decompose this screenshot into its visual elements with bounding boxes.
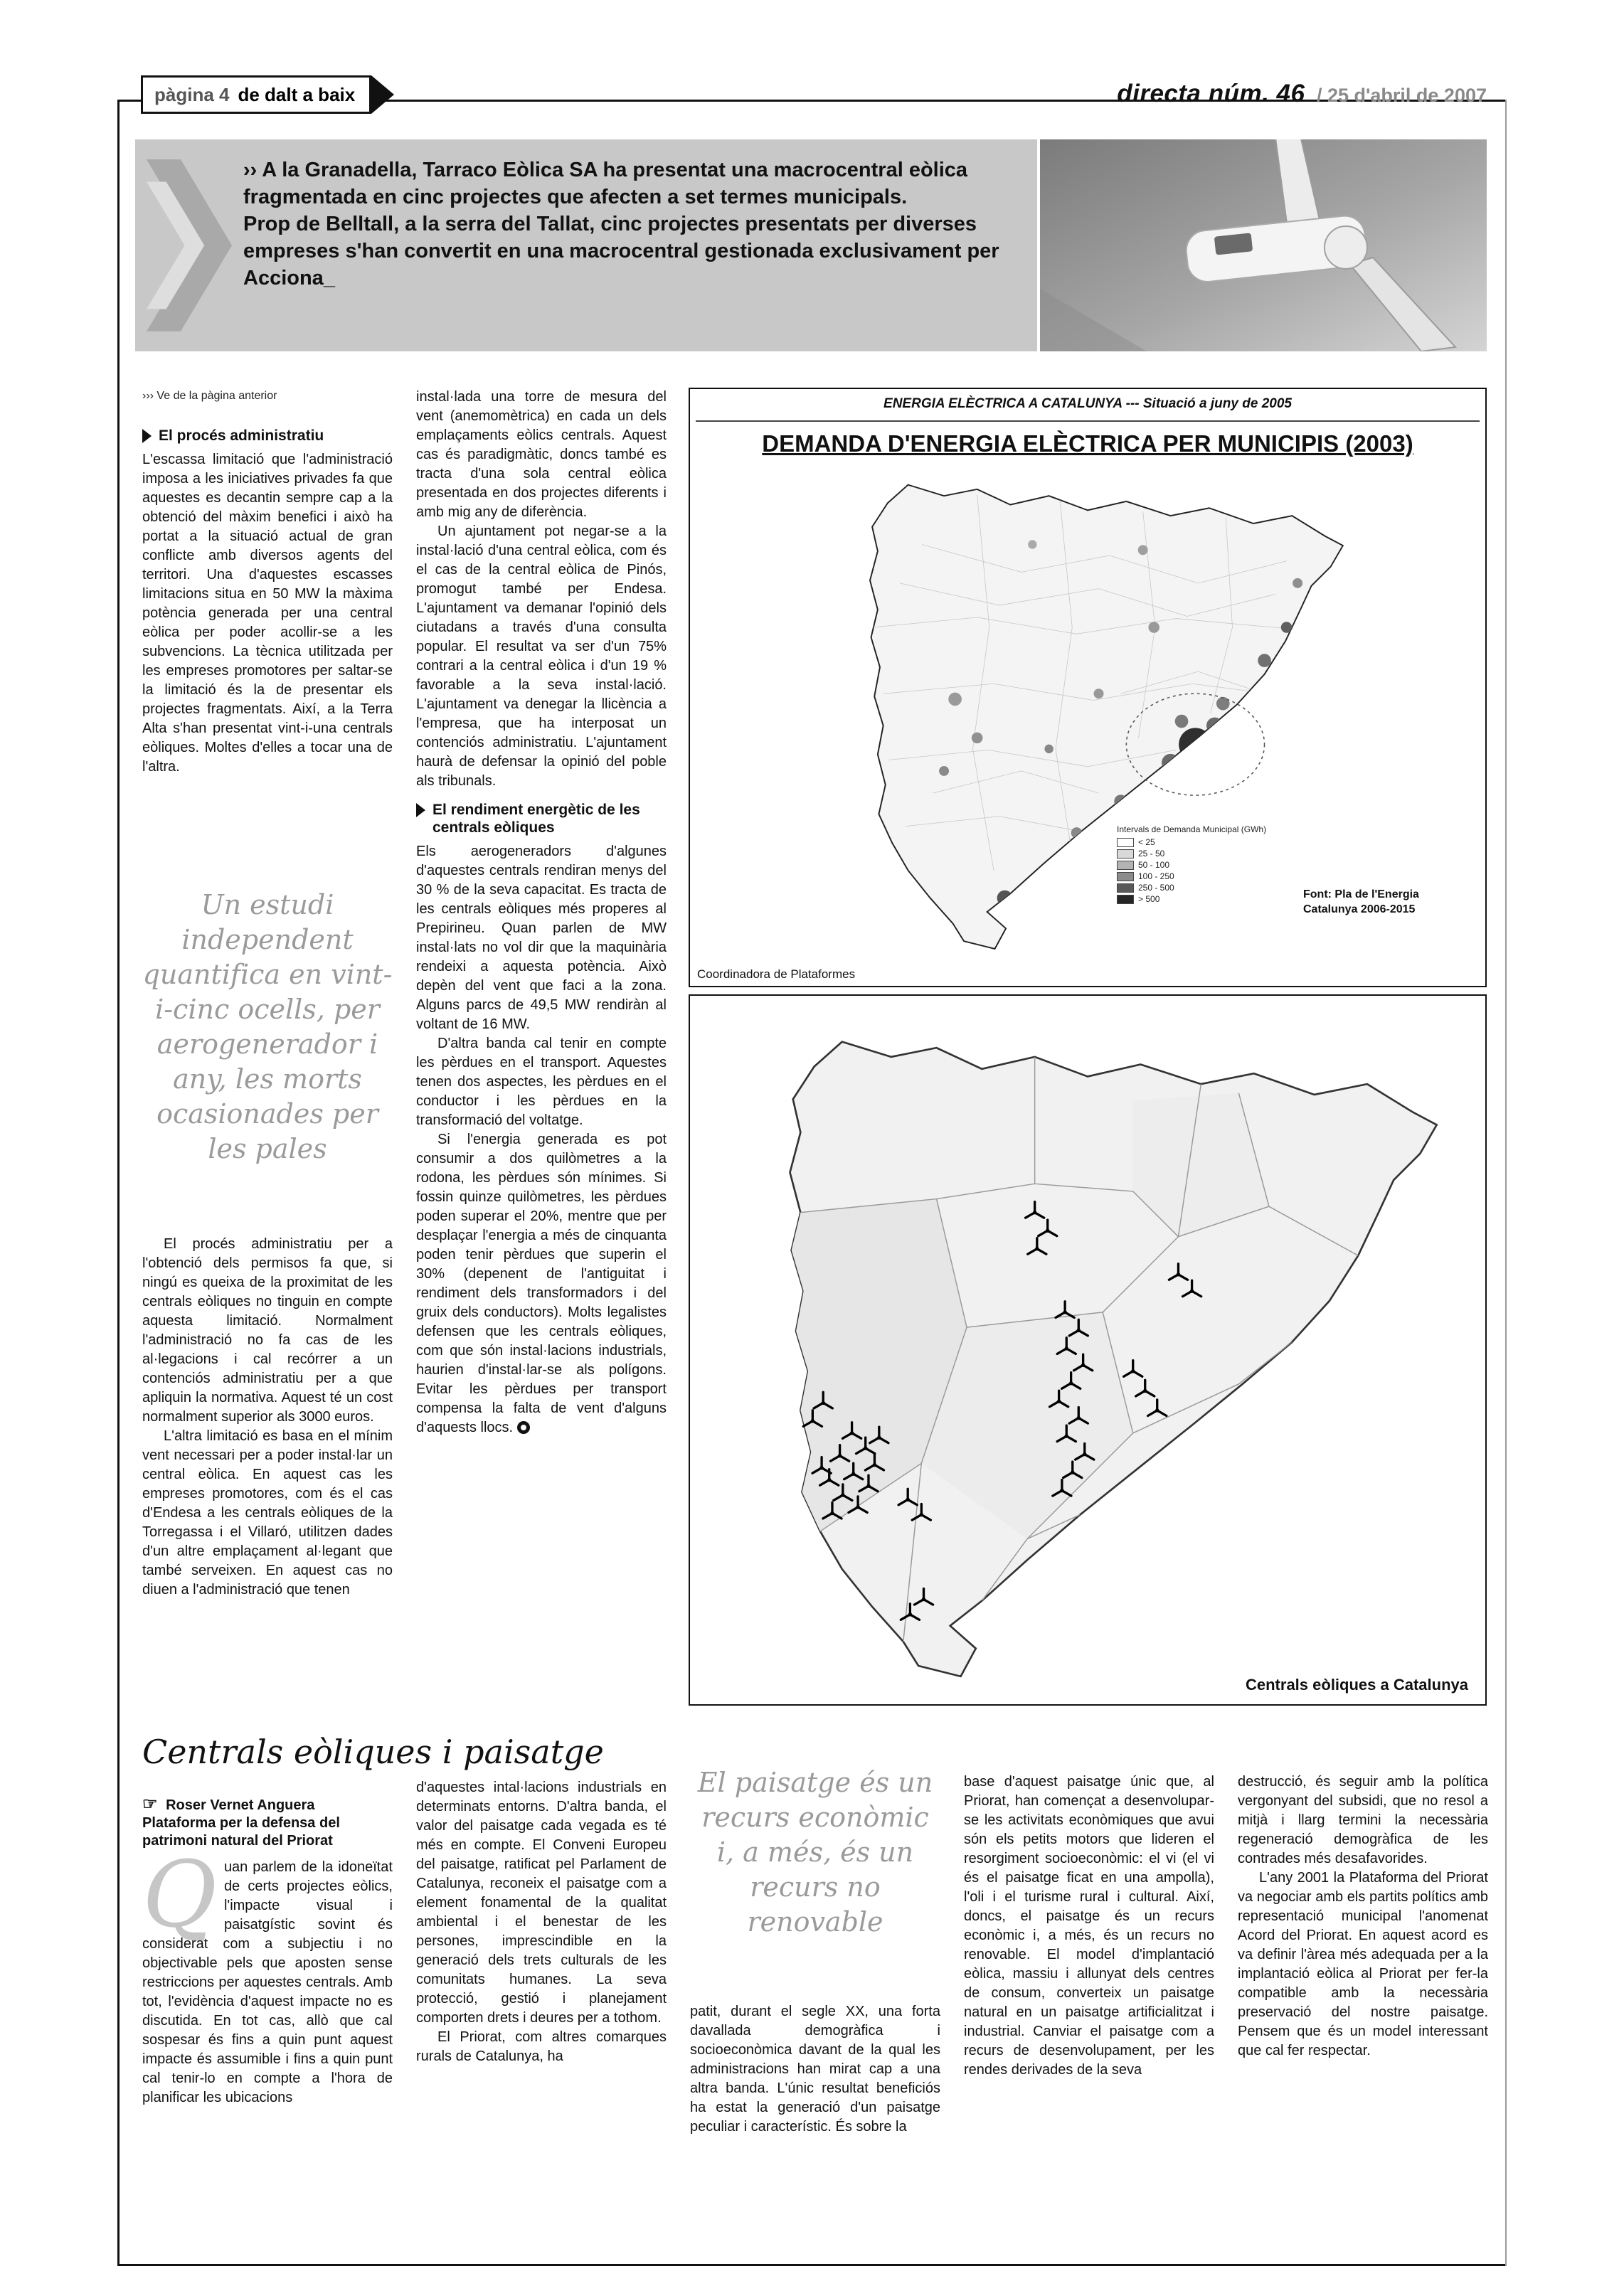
masthead-title: directa núm. 46 [1117, 80, 1305, 107]
catalonia-windfarms-map [701, 1010, 1475, 1690]
lead-text [243, 156, 1026, 292]
body-paragraph-text: uan parlem de la idoneïtat de certs projectes eòlics, l'impacte visual i paisatgístic sovint és considerat com a subjectiu i no objectivable pels que aposten sense restriccions per aquestes centrals. Amb tot, l'evidència d'aquest impacte no es discutida. En tot cas, allò que cal sospesar és fins a quin punt aquest impacte és assumible i fins a quin punt cal tenir-lo en compte a l'hora de planificar les ubicacions [142, 1859, 393, 2105]
lead-summary-box [135, 139, 1037, 351]
legend-swatch [1117, 872, 1134, 881]
byline-author: Roser Vernet Anguera [166, 1797, 315, 1813]
body-paragraph: base d'aquest paisatge únic que, al Priorat, han començat a desenvolupar-se les activitats econòmiques que avui són els petits motors que lideren el resorgiment socioeconòmic: el vi (el vi és el paisatge ficat en una ampolla), l'oli i el turisme rural i cultural. Així, doncs, el paisatge és un recurs econòmic i, a més, és un recurs no renovable. El model d'implantació eòlica, massiu i allunyat dels centres de consum, converteix un paisatge natural en un paisatge artificialitzat i industrial. Canviar el paisatge com a recurs de desenvolupament, per les rendes derivades de la seva [964, 1774, 1214, 2078]
pull-quote-2: El paisatge és un recurs econòmic i, a més, és un recurs no renovable [697, 1767, 933, 1938]
right-wedge-icon [371, 75, 394, 114]
feature-column-3 [690, 2002, 940, 2137]
byline-organisation: Plataforma per la defensa del patrimoni natural del Priorat [142, 1815, 340, 1849]
feature-column-2 [416, 1778, 667, 2066]
masthead [1117, 80, 1487, 108]
wind-turbine-photo [1040, 139, 1487, 351]
bottom-rule [117, 2264, 1507, 2266]
right-triangle-icon [142, 429, 152, 443]
left-rule [117, 100, 120, 2266]
source-line: Catalunya 2006-2015 [1303, 903, 1416, 915]
lead-paragraph: Prop de Belltall, a la serra del Tallat, cinc projectes presentats per diverses empreses s'han convertit en una macrocentral gestionada exclusivament per Acciona_ [243, 213, 999, 289]
catalonia-demand-map [701, 462, 1475, 959]
legend-swatch [1117, 861, 1134, 870]
legend-items [1117, 837, 1273, 904]
article-column-1b [142, 1235, 393, 1600]
article-column-2 [416, 388, 667, 1437]
kicker-rule [696, 420, 1480, 422]
map-source [1303, 887, 1419, 917]
legend-label: 100 - 250 [1138, 871, 1174, 881]
body-paragraph: Els aerogeneradors d'algunes d'aquestes centrals rendiran menys del 30 % de la seva capacitat. Es tracta de les centrals eòliques més properes al Prepirineu. Quan parlen de MW instal·lats no vol dir que la maquinària rendeixi a aquesta potència. Això depèn del vent que faci a la zona. Alguns parcs de 49,5 MW rendiràn al voltant de 16 MW. [416, 844, 667, 1032]
legend-swatch [1117, 838, 1134, 847]
section-heading-1 [142, 427, 393, 445]
body-paragraph: D'altra banda cal tenir en compte les pèrdues en el transport. Aquestes tenen dos aspectes, les pèrdues en el conductor i les pèrdues en la transformació del voltatge. [416, 1036, 667, 1128]
legend-swatch [1117, 849, 1134, 859]
body-paragraph: L'escassa limitació que l'administració imposa a les iniciatives privades fa que aquestes es decantin sempre cap a la obtenció del màxim benefici i això ha portat a la situació actual de gran conflicte amb diversos agents del territori. Una d'aquestes escasses limitacions situa en 50 MW la màxima potència generada per una central eòlica per poder acollir-se a les subvencions. La tècnica utilitzada per les empreses promotores per saltar-se la limitació és la de presentar els projectes fragmentats. Així, a la Terra Alta s'han presentat vint-i-una centrals eòliques. Moltes d'elles a tocar una de l'altra. [142, 452, 393, 775]
body-paragraph: patit, durant el segle XX, una forta davallada demogràfica i socioeconòmica davant de la qual les administracions han mirat cap a una altra banda. L'únic resultat beneficiós ha estat la generació d'un paisatge peculiar i característic. És sobre la [690, 2004, 940, 2135]
wind-farms-map-box [689, 994, 1487, 1706]
body-paragraph: destrucció, és seguir amb la política vergonyant del subsidi, que no resol a mitjà i llarg termini la necessària regeneració demogràfica de les contrades més desafavorides. [1238, 1774, 1488, 1866]
body-paragraph-text: Si l'energia generada es pot consumir a dos quilòmetres a la rodona, les pèrdues són mínimes. Si fossin quinze quilòmetres, les pèrdues poden superar el 20%, mentre que per desplaçar l'energia a més de cinquanta poden tenir pèrdues que superin el 30% (depenent de l'antiguitat i rendiment dels transformadors i del gruix dels conductors). Molts legalistes defensen que les centrals eòliques, com que són instal·lacions industrials, haurien d'instal·lar-se als polígons. Evitar les pèrdues per transport compensa la falta de vent d'alguns d'aquests llocs. [416, 1132, 667, 1435]
right-rule [1505, 100, 1507, 2266]
body-paragraph: El Priorat, com altres comarques rurals de Catalunya, ha [416, 2029, 667, 2064]
legend-item [1117, 871, 1273, 881]
feature-column-4 [964, 1773, 1214, 2080]
legend-item [1117, 849, 1273, 859]
continuation-note: ››› Ve de la pàgina anterior [142, 390, 277, 402]
lead-paragraph: ›› A la Granadella, Tarraco Eòlica SA ha presentat una macrocentral eòlica fragmentada en cinc projectes que afecten a set termes municipals. [243, 159, 968, 208]
writing-hand-icon: ☞ [142, 1795, 158, 1814]
body-paragraph: L'altra limitació es basa en el mínim vent necessari per a poder instal·lar un central eòlica. En aquest cas les empreses promotores, com és el cas d'Endesa a les centrals eòliques de la Torregassa i el Villaró, utilitzen dades d'un altre emplaçament al·legant que també serveixen. En aquest cas no diuen a l'administració que tenen [142, 1428, 393, 1598]
issue-date: / 25 d'abril de 2007 [1316, 85, 1487, 106]
body-paragraph [416, 1130, 667, 1437]
legend-label: > 500 [1138, 894, 1160, 904]
body-paragraph [142, 1842, 393, 2108]
map-caption: Centrals eòliques a Catalunya [1246, 1676, 1468, 1694]
pull-quote-1: Un estudi independent quantifica en vint-i-cinc ocells, per aerogenerador i any, les morts ocasionades per les pales [142, 889, 393, 1164]
legend-swatch [1117, 895, 1134, 904]
body-paragraph: L'any 2001 la Plataforma del Priorat va negociar amb els partits polítics amb representació municipal l'anomenat Acord del Priorat. En aquest acord es va definir l'àrea més adequada per a la implantació eòlica al Priorat per fer-la compatible amb la necessària preservació del nostre paisatge. Pensem que és un model interessant que cal fer respectar. [1238, 1870, 1488, 2058]
legend-item [1117, 894, 1273, 904]
demand-legend [1117, 824, 1273, 905]
circled-dot-icon [517, 1421, 530, 1434]
right-triangle-icon [416, 803, 425, 817]
body-paragraph: El procés administratiu per a l'obtenció dels permisos fa que, si ningú es queixa de la proximitat de les centrals eòliques no tinguin en compte aquesta limitació. Normalment l'administració no fa cas de les al·legacions i cal recórrer a un contenciós administratiu per a que apliquin la normativa. Aquest té un cost normalment superior als 3000 euros. [142, 1236, 393, 1425]
legend-swatch [1117, 883, 1134, 893]
page-number-label: pàgina 4 [154, 83, 230, 105]
legend-item [1117, 837, 1273, 847]
map-credit: Coordinadora de Plataformes [697, 967, 856, 981]
map-kicker: ENERGIA ELÈCTRICA A CATALUNYA --- Situació a juny de 2005 [883, 396, 1292, 411]
legend-title: Intervals de Demanda Municipal (GWh) [1117, 824, 1267, 834]
page-tab [141, 75, 394, 114]
section-heading-2 [416, 801, 667, 836]
map-title: DEMANDA D'ENERGIA ELÈCTRICA PER MUNICIPIS (2003) [762, 430, 1413, 457]
legend-label: 250 - 500 [1138, 883, 1174, 893]
legend-item [1117, 883, 1273, 893]
drop-cap: Q [142, 1842, 217, 1948]
legend-label: < 25 [1138, 837, 1155, 847]
demand-map-box [689, 388, 1487, 987]
section-heading-label: El rendiment energètic de les centrals eòliques [432, 802, 640, 836]
section-name-label: de dalt a baix [238, 83, 356, 105]
legend-label: 25 - 50 [1138, 849, 1165, 859]
source-line: Font: Pla de l'Energia [1303, 888, 1419, 900]
feature-column-1 [142, 1842, 393, 2108]
body-paragraph: instal·lada una torre de mesura del vent (anemomètrica) en cada un dels emplaçaments eòlics centrals. Aquest cas és paradigmàtic, doncs també es tracta d'una sola central eòlica presentada en dos projectes diferents i amb mig any de diferència. [416, 389, 667, 520]
body-paragraph: d'aquestes intal·lacions industrials en determinats entorns. D'altra banda, el valor del paisatge cada vegada es té més en compte. El Conveni Europeu del paisatge, ratificat pel Parlament de Catalunya, reconeix el paisatge com a element fonamental de la qualitat ambiental i el benestar de les persones, imprescindible en la generació dels trets culturals de les comunitats humanes. La seva protecció, gestió i planejament comporten drets i deures per a tothom. [416, 1780, 667, 2026]
legend-label: 50 - 100 [1138, 860, 1170, 870]
legend-item [1117, 860, 1273, 870]
feature-column-5 [1238, 1773, 1488, 2061]
feature-heading: Centrals eòliques i paisatge [142, 1733, 604, 1771]
double-chevron-icon [147, 152, 232, 342]
body-paragraph: Un ajuntament pot negar-se a la instal·lació d'una central eòlica, com és el cas de la central eòlica de Pinós, promogut també per Endesa. L'ajuntament va demanar l'opinió dels ciutadans a través d'una consulta popular. El resultat va ser d'un 75% contrari a la central eòlica i d'un 19 % favorable a la seva instal·lació. L'ajuntament va denegar la llicència a l'empresa, que ha interposat un contenciós administratiu. L'ajuntament haurà de defensar la opinió del poble als tribunals. [416, 523, 667, 789]
article-column-1 [142, 427, 393, 777]
section-heading-label: El procés administratiu [159, 427, 324, 444]
